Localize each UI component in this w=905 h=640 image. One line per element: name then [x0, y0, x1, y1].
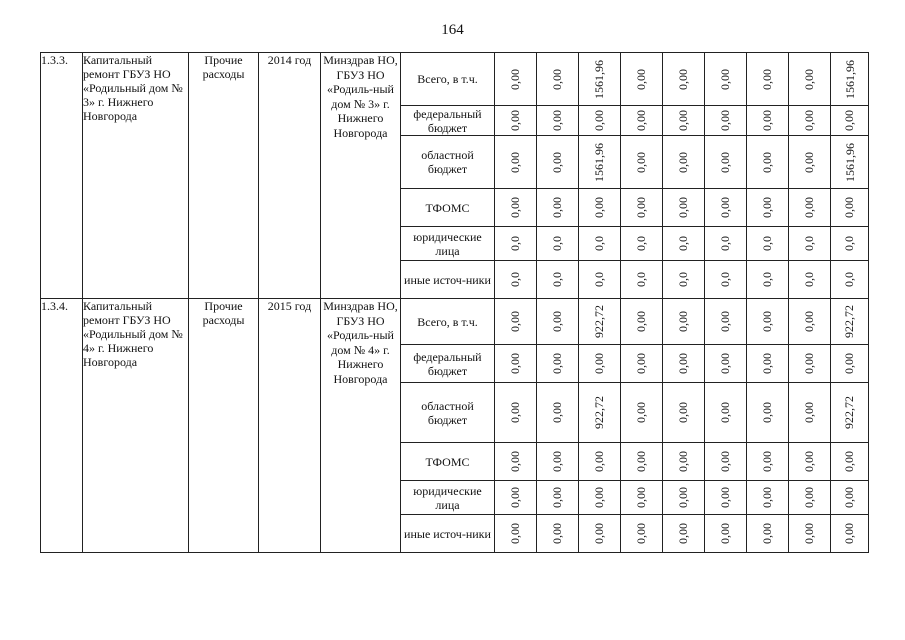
amount-value: 0,00 [508, 402, 522, 423]
amount-value: 0,00 [676, 311, 690, 332]
amount-cell [789, 481, 831, 515]
amount-value: 1561,96 [843, 59, 857, 99]
amount-cell [621, 189, 663, 227]
budget-table [40, 52, 869, 553]
funding-source: федеральный бюджет [401, 106, 495, 136]
amount-value: 0,00 [842, 110, 856, 131]
amount-value: 0,0 [550, 236, 564, 251]
amount-cell [747, 189, 789, 227]
amount-value: 0,00 [760, 68, 774, 90]
item-code: 1.3.3. [41, 53, 83, 299]
amount-cell [579, 345, 621, 383]
amount-value: 0,00 [508, 197, 522, 218]
amount-cell [705, 261, 747, 299]
amount-cell [663, 383, 705, 443]
amount-value: 0,00 [550, 110, 564, 131]
amount-cell [831, 261, 869, 299]
amount-value: 0,00 [718, 402, 732, 423]
amount-value: 922,72 [842, 305, 856, 338]
amount-value: 0,0 [842, 272, 856, 287]
amount-value: 0,00 [634, 151, 648, 173]
amount-cell [495, 481, 537, 515]
amount-cell [579, 481, 621, 515]
amount-value: 0,00 [508, 353, 522, 374]
amount-value: 0,00 [760, 110, 774, 131]
amount-value: 0,00 [550, 523, 564, 544]
item-name: Капитальный ремонт ГБУЗ НО «Родильный дом № 3» г. Нижнего Новгорода [83, 53, 189, 299]
amount-value: 0,00 [676, 402, 690, 423]
amount-value: 0,00 [802, 402, 816, 423]
amount-cell [831, 345, 869, 383]
amount-cell [663, 261, 705, 299]
amount-cell [537, 136, 579, 189]
amount-value: 0,00 [592, 353, 606, 374]
amount-value: 0,0 [592, 236, 606, 251]
amount-cell [705, 53, 747, 106]
amount-value: 0,00 [760, 523, 774, 544]
amount-value: 0,00 [676, 110, 690, 131]
amount-value: 0,00 [718, 151, 732, 173]
amount-cell [579, 227, 621, 261]
amount-cell [747, 299, 789, 345]
amount-cell [621, 481, 663, 515]
amount-cell [789, 515, 831, 553]
amount-cell [705, 189, 747, 227]
amount-value: 0,0 [718, 272, 732, 287]
amount-value: 0,00 [760, 311, 774, 332]
amount-cell [789, 261, 831, 299]
funding-source: юридические лица [401, 227, 495, 261]
amount-cell [495, 189, 537, 227]
amount-value: 0,0 [592, 272, 606, 287]
amount-cell [537, 261, 579, 299]
amount-value: 0,00 [676, 451, 690, 472]
amount-cell [495, 136, 537, 189]
page-number: 164 [441, 22, 464, 38]
amount-cell [831, 515, 869, 553]
amount-value: 0,00 [802, 451, 816, 472]
amount-cell [831, 227, 869, 261]
amount-value: 0,00 [760, 197, 774, 218]
funding-source: Всего, в т.ч. [401, 299, 495, 345]
amount-value: 0,00 [592, 523, 606, 544]
amount-cell [663, 515, 705, 553]
amount-cell [579, 106, 621, 136]
amount-cell [789, 383, 831, 443]
amount-cell [621, 136, 663, 189]
amount-value: 0,0 [550, 272, 564, 287]
amount-cell [663, 345, 705, 383]
amount-value: 0,00 [718, 487, 732, 508]
amount-value: 0,0 [718, 236, 732, 251]
amount-value: 0,00 [592, 487, 606, 508]
amount-value: 0,00 [634, 487, 648, 508]
amount-value: 0,00 [676, 197, 690, 218]
amount-cell [537, 515, 579, 553]
amount-cell [663, 106, 705, 136]
amount-value: 0,00 [842, 487, 856, 508]
amount-value: 0,00 [842, 523, 856, 544]
amount-cell [579, 383, 621, 443]
amount-value: 0,0 [676, 272, 690, 287]
amount-cell [705, 443, 747, 481]
item-executor: Минздрав НО, ГБУЗ НО «Родиль-ный дом № 4» г. Нижнего Новгорода [321, 299, 401, 553]
amount-value: 0,00 [634, 110, 648, 131]
amount-value: 0,00 [802, 523, 816, 544]
funding-source: иные источ-ники [401, 261, 495, 299]
amount-value: 0,00 [718, 451, 732, 472]
amount-value: 0,00 [802, 68, 816, 90]
amount-value: 0,00 [634, 68, 648, 90]
amount-cell [789, 227, 831, 261]
amount-value: 0,00 [842, 451, 856, 472]
amount-cell [663, 227, 705, 261]
amount-cell [537, 53, 579, 106]
amount-value: 0,00 [508, 451, 522, 472]
amount-cell [537, 383, 579, 443]
amount-value: 0,00 [802, 197, 816, 218]
amount-cell [831, 299, 869, 345]
amount-cell [831, 383, 869, 443]
amount-value: 0,0 [508, 236, 522, 251]
amount-value: 0,00 [550, 197, 564, 218]
amount-value: 0,0 [634, 236, 648, 251]
amount-value: 0,00 [508, 523, 522, 544]
amount-value: 1561,96 [843, 142, 857, 182]
amount-cell [537, 227, 579, 261]
amount-value: 0,0 [760, 236, 774, 251]
amount-value: 0,00 [802, 487, 816, 508]
amount-cell [621, 443, 663, 481]
amount-value: 1561,96 [592, 142, 606, 182]
amount-cell [663, 481, 705, 515]
amount-value: 0,00 [760, 487, 774, 508]
amount-value: 0,00 [676, 523, 690, 544]
amount-value: 0,00 [508, 311, 522, 332]
amount-value: 0,00 [760, 402, 774, 423]
amount-cell [705, 299, 747, 345]
amount-cell [537, 443, 579, 481]
amount-cell [789, 106, 831, 136]
amount-cell [621, 227, 663, 261]
amount-value: 0,00 [508, 110, 522, 131]
expense-type: Прочие расходы [189, 53, 259, 299]
amount-cell [495, 106, 537, 136]
amount-value: 0,00 [802, 151, 816, 173]
amount-cell [621, 515, 663, 553]
amount-cell [495, 53, 537, 106]
amount-value: 0,0 [508, 272, 522, 287]
amount-cell [747, 227, 789, 261]
amount-cell [831, 136, 869, 189]
amount-cell [579, 53, 621, 106]
amount-value: 922,72 [592, 396, 606, 429]
amount-value: 0,00 [676, 68, 690, 90]
amount-cell [663, 443, 705, 481]
amount-value: 922,72 [592, 305, 606, 338]
item-year: 2015 год [259, 299, 321, 553]
funding-source: Всего, в т.ч. [401, 53, 495, 106]
amount-cell [621, 53, 663, 106]
amount-cell [663, 189, 705, 227]
amount-cell [537, 106, 579, 136]
amount-value: 0,00 [634, 353, 648, 374]
amount-cell [789, 345, 831, 383]
amount-cell [537, 481, 579, 515]
amount-cell [537, 345, 579, 383]
amount-value: 0,00 [550, 487, 564, 508]
amount-cell [537, 299, 579, 345]
funding-source: ТФОМС [401, 189, 495, 227]
item-name: Капитальный ремонт ГБУЗ НО «Родильный дом № 4» г. Нижнего Новгорода [83, 299, 189, 553]
amount-value: 0,00 [718, 197, 732, 218]
amount-cell [579, 299, 621, 345]
amount-cell [747, 515, 789, 553]
amount-cell [495, 443, 537, 481]
amount-cell [747, 106, 789, 136]
funding-source: федеральный бюджет [401, 345, 495, 383]
amount-cell [789, 443, 831, 481]
item-executor: Минздрав НО, ГБУЗ НО «Родиль-ный дом № 3» г. Нижнего Новгорода [321, 53, 401, 299]
amount-cell [747, 261, 789, 299]
amount-cell [663, 136, 705, 189]
amount-value: 1561,96 [592, 59, 606, 99]
item-code: 1.3.4. [41, 299, 83, 553]
amount-value: 0,00 [550, 151, 564, 173]
expense-type: Прочие расходы [189, 299, 259, 553]
item-year: 2014 год [259, 53, 321, 299]
amount-cell [537, 189, 579, 227]
amount-value: 0,00 [634, 197, 648, 218]
amount-value: 0,00 [592, 110, 606, 131]
amount-value: 0,00 [634, 523, 648, 544]
amount-value: 0,00 [842, 197, 856, 218]
amount-value: 0,00 [760, 353, 774, 374]
amount-value: 0,0 [802, 272, 816, 287]
funding-source: областной бюджет [401, 383, 495, 443]
amount-value: 0,00 [802, 311, 816, 332]
amount-value: 0,00 [634, 311, 648, 332]
amount-cell [789, 136, 831, 189]
amount-cell [705, 481, 747, 515]
amount-cell [747, 53, 789, 106]
amount-cell [831, 106, 869, 136]
amount-cell [495, 299, 537, 345]
amount-value: 0,00 [508, 151, 522, 173]
table-row [41, 299, 869, 345]
amount-cell [579, 189, 621, 227]
amount-value: 0,00 [802, 353, 816, 374]
amount-value: 0,00 [718, 353, 732, 374]
amount-value: 0,00 [592, 197, 606, 218]
amount-cell [621, 106, 663, 136]
amount-cell [747, 345, 789, 383]
amount-value: 0,00 [718, 311, 732, 332]
amount-cell [705, 345, 747, 383]
amount-cell [747, 481, 789, 515]
amount-value: 0,0 [676, 236, 690, 251]
amount-cell [705, 106, 747, 136]
amount-cell [663, 53, 705, 106]
funding-source: областной бюджет [401, 136, 495, 189]
amount-cell [621, 383, 663, 443]
amount-cell [579, 136, 621, 189]
amount-value: 0,00 [508, 487, 522, 508]
table-row [41, 53, 869, 106]
amount-cell [705, 136, 747, 189]
amount-cell [705, 515, 747, 553]
amount-cell [831, 189, 869, 227]
amount-cell [621, 345, 663, 383]
amount-cell [789, 189, 831, 227]
amount-value: 0,00 [842, 353, 856, 374]
amount-cell [495, 383, 537, 443]
amount-cell [789, 53, 831, 106]
amount-cell [495, 345, 537, 383]
amount-value: 0,00 [550, 353, 564, 374]
amount-value: 0,0 [802, 236, 816, 251]
amount-cell [831, 53, 869, 106]
amount-value: 0,0 [634, 272, 648, 287]
amount-value: 0,00 [550, 451, 564, 472]
amount-cell [747, 136, 789, 189]
amount-cell [495, 227, 537, 261]
amount-value: 0,00 [676, 353, 690, 374]
amount-cell [705, 383, 747, 443]
amount-value: 0,00 [802, 110, 816, 131]
amount-value: 0,00 [508, 68, 522, 90]
amount-cell [579, 261, 621, 299]
amount-value: 0,00 [676, 487, 690, 508]
amount-cell [789, 299, 831, 345]
amount-cell [579, 443, 621, 481]
amount-cell [621, 299, 663, 345]
amount-cell [579, 515, 621, 553]
amount-value: 0,00 [550, 311, 564, 332]
amount-cell [621, 261, 663, 299]
amount-value: 0,00 [634, 402, 648, 423]
amount-value: 0,00 [550, 402, 564, 423]
amount-cell [747, 383, 789, 443]
amount-value: 0,00 [760, 151, 774, 173]
amount-value: 0,00 [718, 110, 732, 131]
amount-cell [705, 227, 747, 261]
funding-source: ТФОМС [401, 443, 495, 481]
amount-value: 0,00 [718, 523, 732, 544]
amount-cell [663, 299, 705, 345]
amount-cell [831, 481, 869, 515]
amount-value: 0,00 [550, 68, 564, 90]
amount-cell [831, 443, 869, 481]
funding-source: юридические лица [401, 481, 495, 515]
amount-cell [495, 261, 537, 299]
amount-value: 0,00 [592, 451, 606, 472]
amount-cell [747, 443, 789, 481]
amount-value: 0,0 [760, 272, 774, 287]
amount-value: 0,00 [760, 451, 774, 472]
amount-value: 0,00 [634, 451, 648, 472]
funding-source: иные источ-ники [401, 515, 495, 553]
amount-value: 922,72 [842, 396, 856, 429]
amount-value: 0,0 [842, 236, 856, 251]
amount-value: 0,00 [718, 68, 732, 90]
amount-cell [495, 515, 537, 553]
amount-value: 0,00 [676, 151, 690, 173]
